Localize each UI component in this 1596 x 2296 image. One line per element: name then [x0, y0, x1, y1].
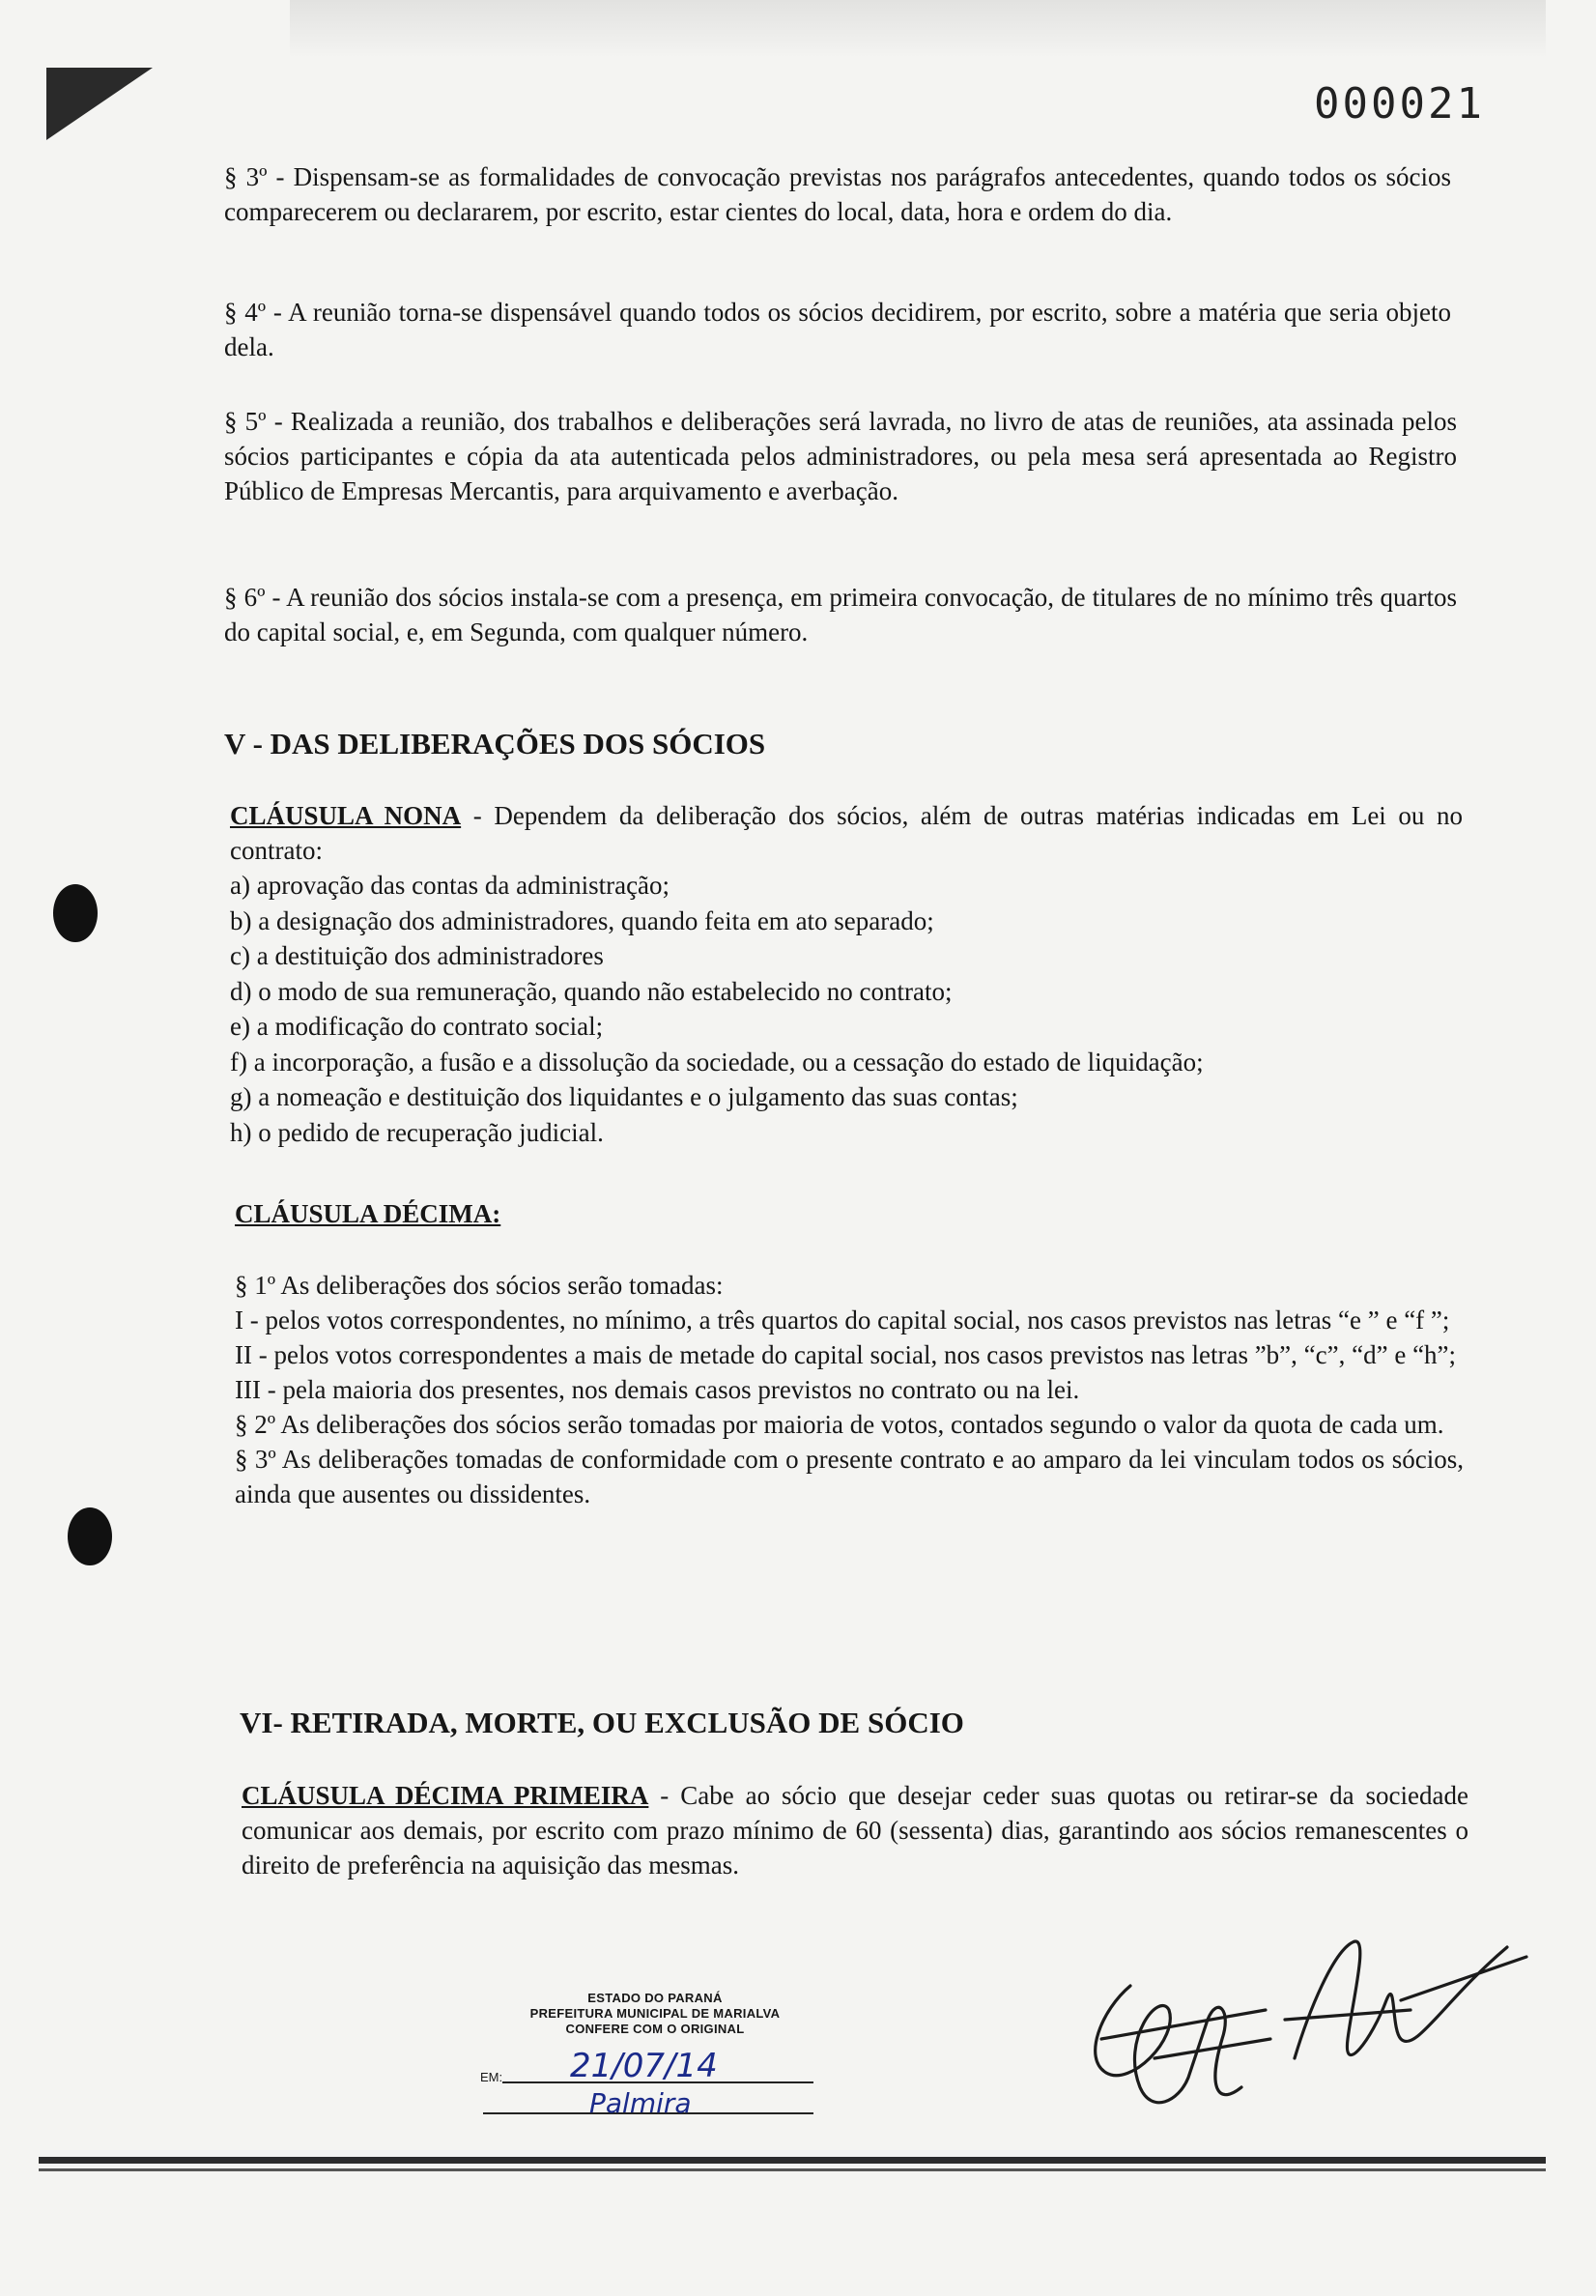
signatures [1063, 1894, 1546, 2145]
punch-hole [68, 1507, 112, 1565]
list-item: e) a modificação do contrato social; [230, 1012, 604, 1041]
clausula-decima-primeira-label: CLÁUSULA DÉCIMA PRIMEIRA [242, 1781, 649, 1810]
section-v-heading: V - DAS DELIBERAÇÕES DOS SÓCIOS [224, 727, 766, 761]
stamp-handwritten-date: 21/07/14 [570, 2047, 718, 2085]
scan-smear [290, 0, 1546, 58]
paragraph-5: § 5º - Realizada a reunião, dos trabalhos e deliberações será lavrada, no livro de atas de reuniões, ata assinada pelos sócios participantes e cópia da ata autenticada pelos administradores, ou pela mesa será apresentada ao Registro Público de Empresas Mercantis, para arquivamento e averbação. [224, 407, 1457, 505]
list-item: b) a designação dos administradores, quando feita em ato separado; [230, 905, 934, 935]
list-item: a) aprovação das contas da administração; [230, 871, 670, 900]
stamp-em-label: EM: [480, 2070, 503, 2084]
decima-p3: § 3º As deliberações tomadas de conformidade com o presente contrato e ao amparo da lei vinculam todos os sócios, ainda que ausentes ou dissidentes. [235, 1445, 1464, 1508]
signature-2 [1285, 1941, 1526, 2058]
clausula-decima-heading: CLÁUSULA DÉCIMA: [235, 1199, 501, 1228]
paragraph-4: § 4º - A reunião torna-se dispensável quando todos os sócios decidirem, por escrito, sobre a matéria que seria objeto dela. [224, 298, 1451, 361]
list-item: c) a destituição dos administradores [230, 941, 604, 970]
decima-p2: § 2º As deliberações dos sócios serão tomadas por maioria de votos, contados segundo o valor da quota de cada um. [235, 1410, 1444, 1439]
signature-1 [1096, 1986, 1270, 2103]
clausula-nona-label: CLÁUSULA NONA [230, 801, 462, 830]
clausula-nona [230, 798, 1463, 868]
decima-item-ii: II - pelos votos correspondentes a mais de metade do capital social, nos casos previstos nas letras ”b”, “c”, “d” e “h”; [235, 1340, 1457, 1369]
scan-corner-mark [46, 68, 153, 140]
section-vi-heading: VI- RETIRADA, MORTE, OU EXCLUSÃO DE SÓCIO [240, 1706, 964, 1739]
clausula-nona-list [230, 868, 1467, 1150]
paragraph-3: § 3º - Dispensam-se as formalidades de convocação previstas nos parágrafos antecedentes, quando todos os sócios comparecerem ou declararem, por escrito, estar cientes do local, data, hora e ordem do dia. [224, 162, 1451, 226]
stamp-handwritten-initials: Palmira [589, 2087, 692, 2119]
clausula-decima-body [235, 1268, 1464, 1511]
clausula-decima-primeira [242, 1778, 1468, 1882]
bottom-rule-thin [39, 2168, 1546, 2171]
decima-item-iii: III - pela maioria dos presentes, nos demais casos previstos no contrato ou na lei. [235, 1375, 1080, 1404]
bottom-rule [39, 2157, 1546, 2164]
decima-p1: § 1º As deliberações dos sócios serão tomadas: [235, 1271, 724, 1300]
list-item: f) a incorporação, a fusão e a dissolução da sociedade, ou a cessação do estado de liquidação; [230, 1047, 1204, 1076]
clausula-decima-label [235, 1196, 500, 1231]
punch-hole [53, 884, 98, 942]
list-item: g) a nomeação e destituição dos liquidantes e o julgamento das suas contas; [230, 1082, 1018, 1111]
stamp-line-3: CONFERE COM O ORIGINAL [565, 2022, 745, 2036]
paragraph-6: § 6º - A reunião dos sócios instala-se com a presença, em primeira convocação, de titulares de no mínimo três quartos do capital social, e, em Segunda, com qualquer número. [224, 583, 1457, 646]
decima-item-i: I - pelos votos correspondentes, no mínimo, a três quartos do capital social, nos casos previstos nas letras “e ” e “f ”; [235, 1306, 1450, 1335]
stamp-line-2: PREFEITURA MUNICIPAL DE MARIALVA [529, 2006, 781, 2021]
list-item: h) o pedido de recuperação judicial. [230, 1117, 604, 1147]
clausula-decima-primeira-text: - Cabe ao sócio que desejar ceder suas quotas ou retirar-se da sociedade comunicar aos demais, por escrito com prazo mínimo de 60 (sessenta) dias, garantindo aos sócios remanescentes o direito de preferência na aquisição das mesmas. [242, 1781, 1468, 1880]
document-number: 000021 [1314, 79, 1485, 129]
list-item: d) o modo de sua remuneração, quando não estabelecido no contrato; [230, 976, 953, 1006]
stamp-line-1: ESTADO DO PARANÁ [587, 1991, 723, 2005]
certification-stamp [481, 1991, 829, 2037]
clausula-nona-text: - Dependem da deliberação dos sócios, além de outras matérias indicadas em Lei ou no contrato: [230, 801, 1463, 865]
